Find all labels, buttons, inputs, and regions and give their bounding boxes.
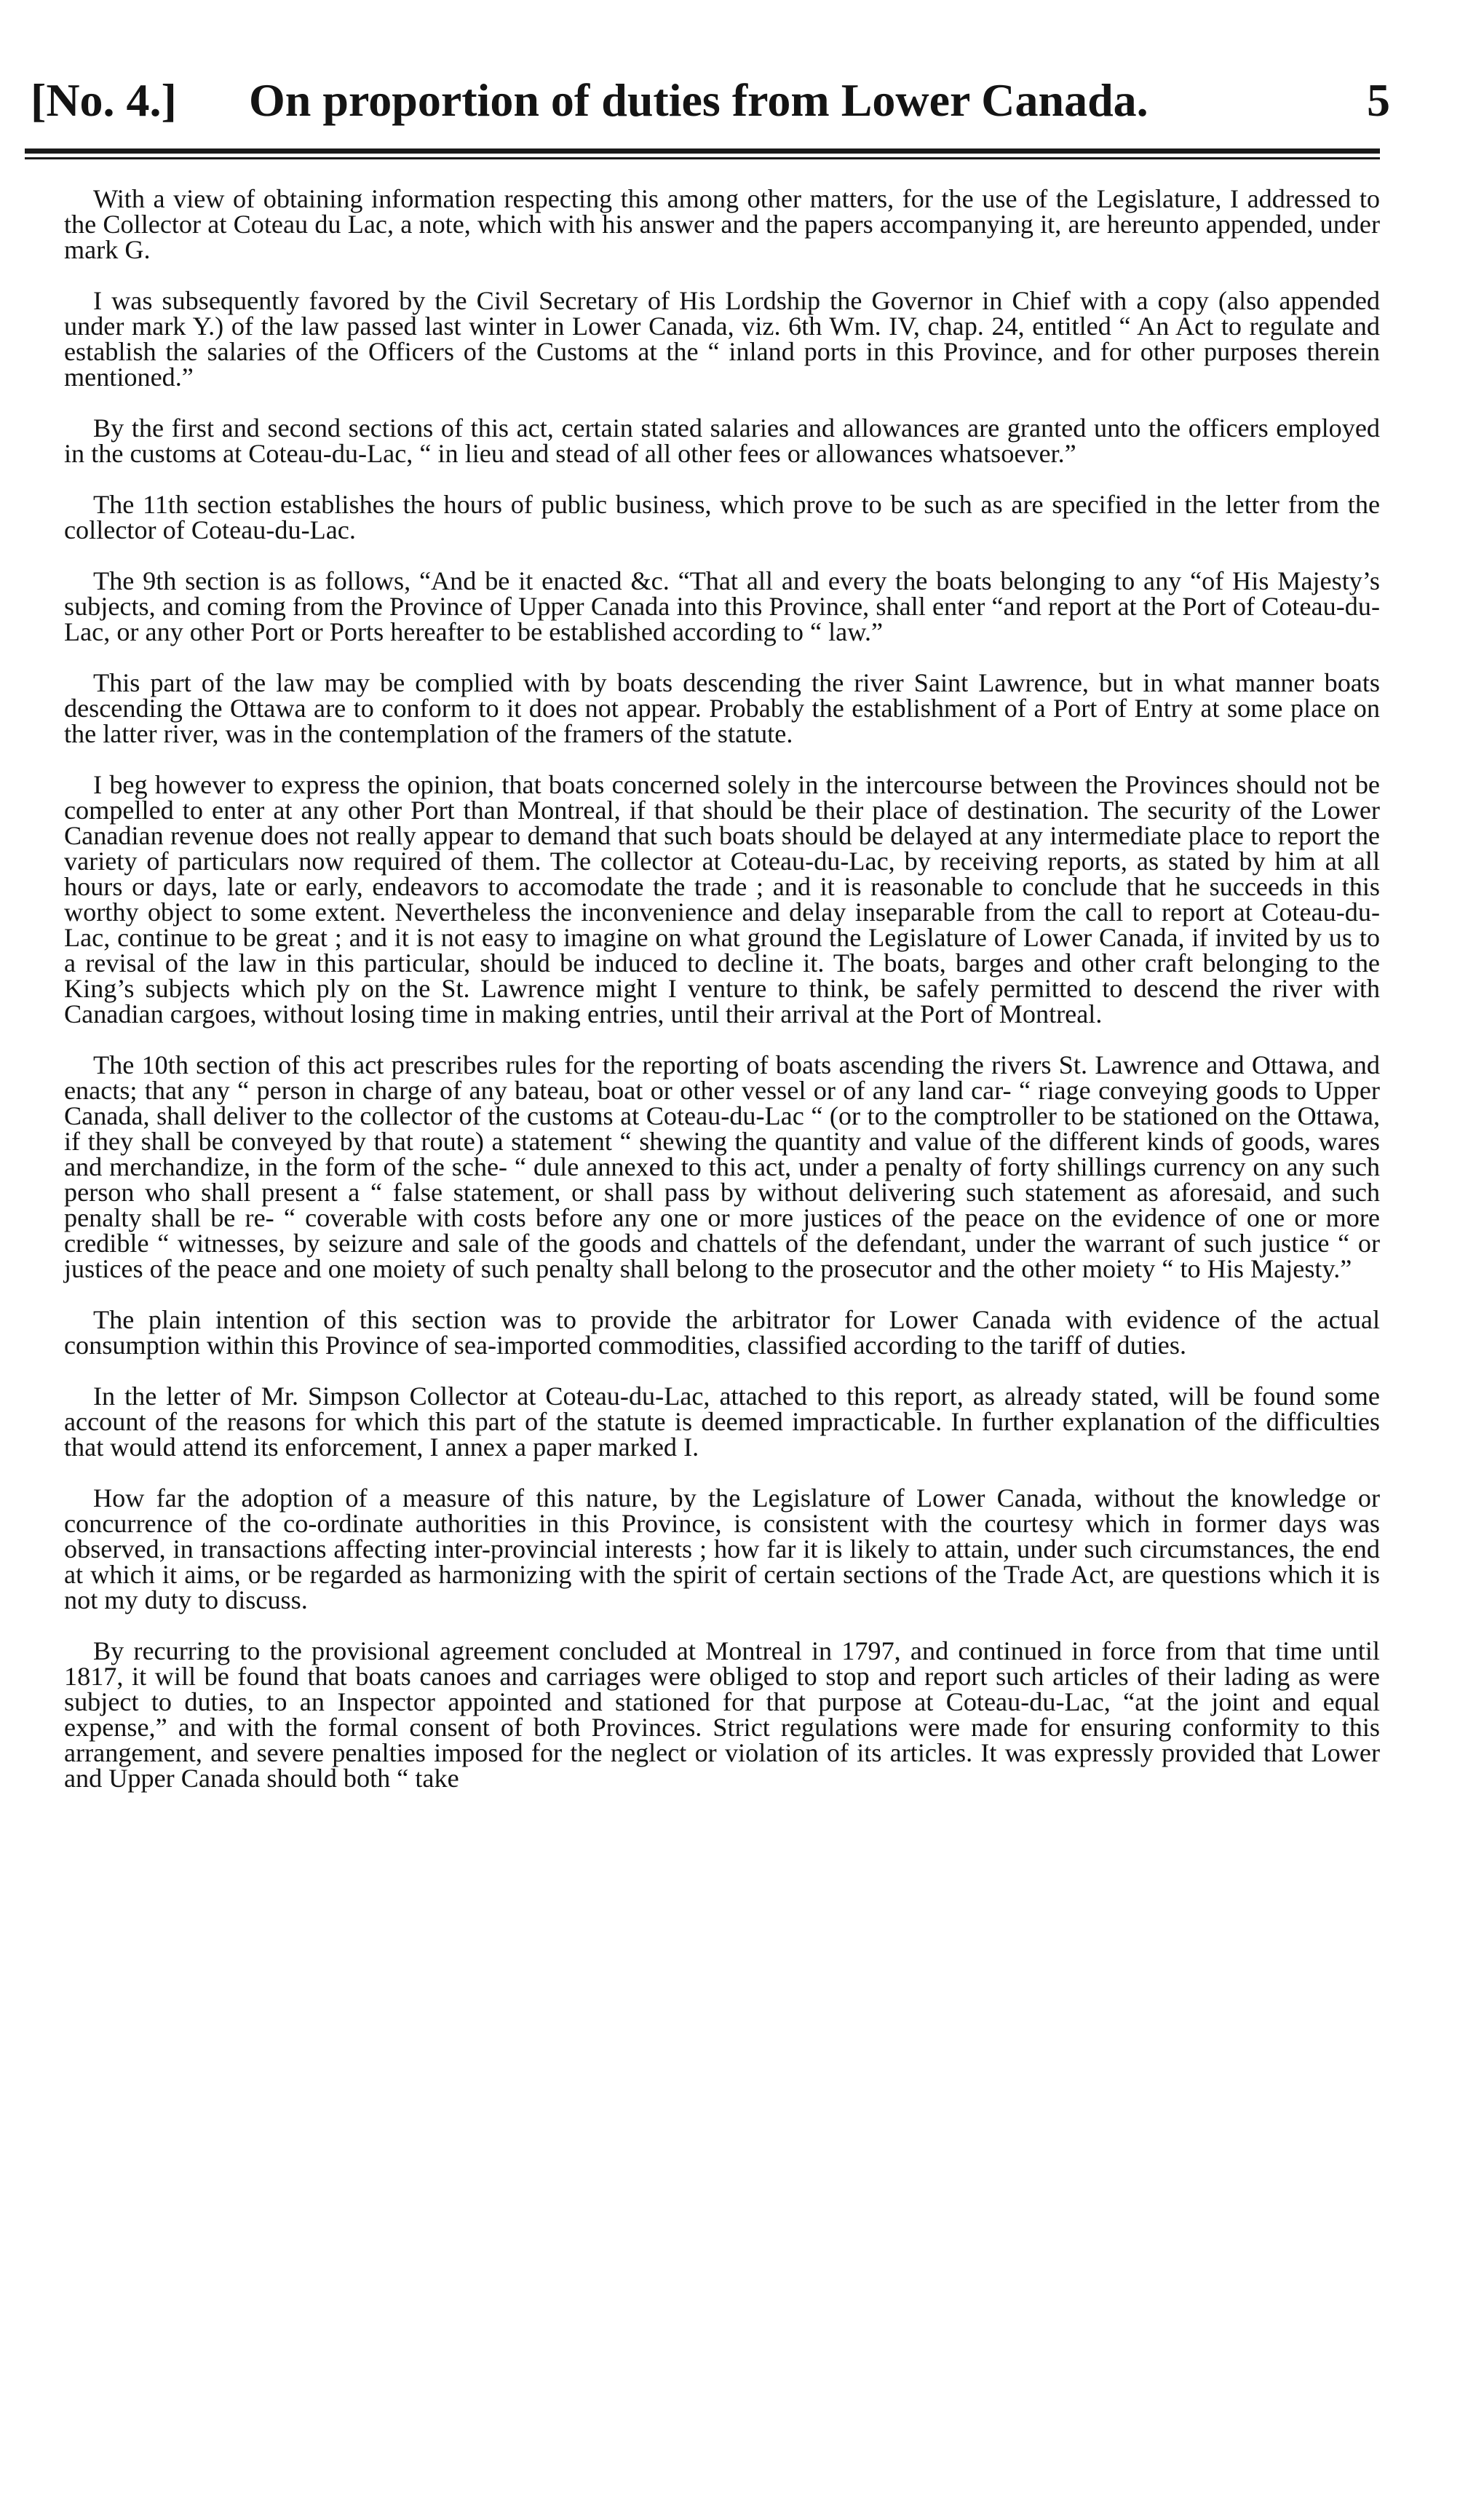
paragraph-7: I beg however to express the opinion, that boats concerned solely in the intercourse between the Provinces should not be compelled to enter at any other Port than Montreal, if that should be their place of destination. The security of the Lower Canadian revenue does not really appear to demand that such boats should be delayed at any intermediate place to report the variety of particulars now required of them. The collector at Coteau-du-Lac, by receiving reports, as stated by him at all hours or days, late or early, endeavors to accomodate the trade ; and it is reasonable to conclude that he succeeds in this worthy object to some extent. Nevertheless the inconvenience and delay inseparable from the call to report at Coteau-du-Lac, continue to be great ; and it is not easy to imagine on what ground the Legislature of Lower Canada, if invited by us to a revisal of the law in this particular, should be induced to decline it. The boats, barges and other craft belonging to the King’s subjects which ply on the St. Lawrence might I venture to think, be safely permitted to descend the river with Canadian cargoes, without losing time in making entries, until their arrival at the Port of Montreal. xyxy=(64,770,1380,1028)
paragraph-6: This part of the law may be complied with by boats descending the river Saint Lawrence, but in what manner boats descending the Ottawa are to conform to it does not appear. Probably the establishment of a Port of Entry at some place on the latter river, was in the contemplation of the framers of the statute. xyxy=(64,668,1380,748)
page-number: 5 xyxy=(1367,74,1390,126)
paragraph-3: By the first and second sections of this act, certain stated salaries and allowances are granted unto the officers employed in the customs at Coteau-du-Lac, “ in lieu and stead of all other fees or allowances whatsoever.” xyxy=(64,413,1380,468)
paragraph-10: In the letter of Mr. Simpson Collector at Coteau-du-Lac, attached to this report, as already stated, will be found some account of the reasons for which this part of the statute is deemed impracticable. In further explanation of the difficulties that would attend its enforcement, I annex a paper marked I. xyxy=(64,1382,1380,1462)
paragraph-2: I was subsequently favored by the Civil Secretary of His Lordship the Governor in Chief with a copy (also appended under mark Y.) of the law passed last winter in Lower Canada, viz. 6th Wm. IV, chap. 24, entitled “ An Act to regulate and establish the salaries of the Officers of the Customs at the “ inland ports in this Province, and for other purposes therein mentioned.” xyxy=(64,286,1380,392)
page-title: On proportion of duties from Lower Canada. xyxy=(249,74,1148,126)
paragraph-4: The 11th section establishes the hours of public business, which prove to be such as are specified in the letter from the collector of Coteau-du-Lac. xyxy=(64,490,1380,544)
document-number: [No. 4.] xyxy=(31,74,177,126)
paragraph-8: The 10th section of this act prescribes rules for the reporting of boats ascending the rivers St. Lawrence and Ottawa, and enacts; that any “ person in charge of any bateau, boat or other vessel or of any land car- “ riage conveying goods to Upper Canada, shall deliver to the collector of the customs at Coteau-du-Lac “ (or to the comptroller to be stationed on the Ottawa, if they shall be conveyed by that route) a statement “ shewing the quantity and value of the different kinds of goods, wares and merchandize, in the form of the sche- “ dule annexed to this act, under a penalty of forty shillings currency on any such person who shall present a “ false statement, or shall pass by without delivering such statement as aforesaid, and such penalty shall be re- “ coverable with costs before any one or more justices of the peace on the evidence of one or more credible “ witnesses, by seizure and sale of the goods and chattels of the defendant, under the warrant of such justice “ or justices of the peace and one moiety of such penalty shall belong to the prosecutor and the other moiety “ to His Majesty.” xyxy=(64,1050,1380,1283)
header-rule-thin xyxy=(25,157,1380,159)
paragraph-11: How far the adoption of a measure of this nature, by the Legislature of Lower Canada, without the knowledge or concurrence of the co-ordinate authorities in this Province, is consistent with the courtesy which in former days was observed, in transactions affecting inter-provincial interests ; how far it is likely to attain, under such circumstances, the end at which it aims, or be regarded as harmonizing with the spirit of certain sections of the Trade Act, are questions which it is not my duty to discuss. xyxy=(64,1483,1380,1614)
paragraph-5: The 9th section is as follows, “And be it enacted &c. “That all and every the boats belonging to any “of His Majesty’s subjects, and coming from the Province of Upper Canada into this Province, shall enter “and report at the Port of Coteau-du-Lac, or any other Port or Ports hereafter to be established according to “ law.” xyxy=(64,566,1380,646)
header-rule-thick xyxy=(25,148,1380,154)
paragraph-12: By recurring to the provisional agreement concluded at Montreal in 1797, and continued in force from that time until 1817, it will be found that boats canoes and carriages were obliged to stop and report such articles of their lading as were subject to duties, to an Inspector appointed and stationed for that purpose at Coteau-du-Lac, “at the joint and equal expense,” and with the formal consent of both Provinces. Strict regulations were made for ensuring conformity to this arrangement, and severe penalties imposed for the neglect or violation of its articles. It was expressly provided that Lower and Upper Canada should both “ take xyxy=(64,1636,1380,1793)
page-header xyxy=(31,71,1390,130)
body-text xyxy=(64,186,1380,1817)
paragraph-1: With a view of obtaining information respecting this among other matters, for the use of the Legislature, I addressed to the Collector at Coteau du Lac, a note, which with his answer and the papers accompanying it, are hereunto appended, under mark G. xyxy=(64,184,1380,264)
paragraph-9: The plain intention of this section was to provide the arbitrator for Lower Canada with evidence of the actual consumption within this Province of sea-imported commodities, classified according to the tariff of duties. xyxy=(64,1305,1380,1360)
